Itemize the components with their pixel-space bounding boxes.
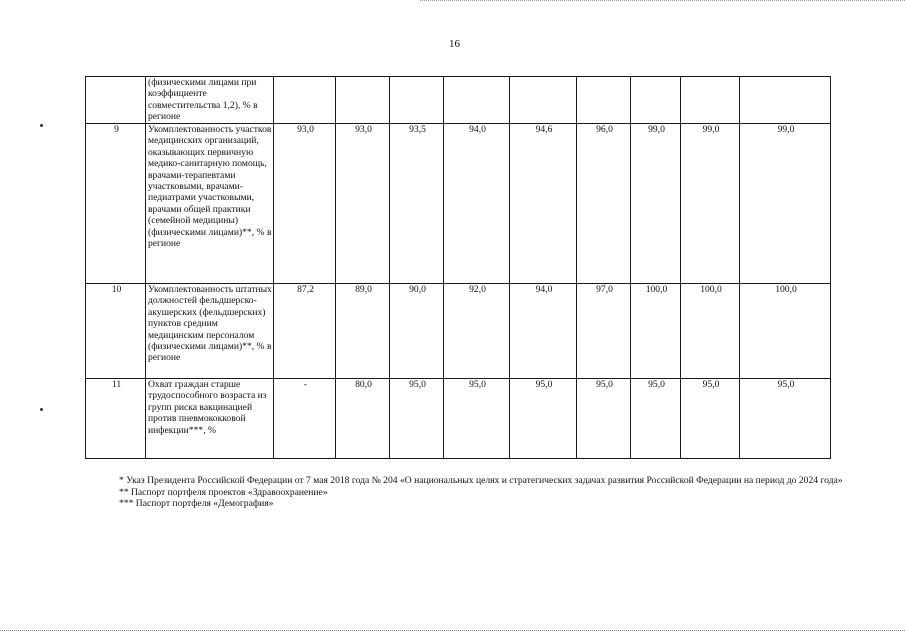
value-cell: 97,0 [577, 284, 631, 379]
value-cell [740, 77, 831, 124]
value-cell: 100,0 [740, 284, 831, 379]
value-cell: 95,0 [390, 379, 444, 459]
value-cell [444, 77, 510, 124]
value-cell: 87,2 [274, 284, 336, 379]
value-cell: 93,5 [390, 124, 444, 284]
value-cell: 94,0 [510, 284, 577, 379]
indicator-name: (физическими лицами при коэффициенте совместительства 1,2), % в регионе [146, 77, 274, 124]
value-cell: 99,0 [631, 124, 681, 284]
indicators-table [85, 76, 831, 459]
scan-edge-top [420, 0, 905, 1]
value-cell: 95,0 [681, 379, 740, 459]
value-cell: 94,6 [510, 124, 577, 284]
row-number: 10 [86, 284, 146, 379]
margin-mark [40, 124, 43, 127]
value-cell: 96,0 [577, 124, 631, 284]
value-cell [336, 77, 390, 124]
value-cell: 95,0 [631, 379, 681, 459]
value-cell: 95,0 [577, 379, 631, 459]
value-cell: 95,0 [740, 379, 831, 459]
row-number: 11 [86, 379, 146, 459]
value-cell: 89,0 [336, 284, 390, 379]
indicator-name: Укомплектованность участков медицинских организаций, оказывающих первичную медико-санитарную помощь, врачами-терапевтами участковыми, врачами-педиатрами участковыми, врачами общей практики (семейной медицины) (физическими лицами)**, % в регионе [146, 124, 274, 284]
value-cell: 100,0 [681, 284, 740, 379]
value-cell [390, 77, 444, 124]
value-cell: 100,0 [631, 284, 681, 379]
margin-mark [40, 408, 43, 411]
value-cell: 90,0 [390, 284, 444, 379]
value-cell: 92,0 [444, 284, 510, 379]
row-number [86, 77, 146, 124]
value-cell: 94,0 [444, 124, 510, 284]
row-number: 9 [86, 124, 146, 284]
table-row [86, 124, 831, 284]
value-cell: 93,0 [336, 124, 390, 284]
value-cell [510, 77, 577, 124]
value-cell: 95,0 [510, 379, 577, 459]
value-cell: 80,0 [336, 379, 390, 459]
value-cell [577, 77, 631, 124]
value-cell: 99,0 [740, 124, 831, 284]
value-cell: 93,0 [274, 124, 336, 284]
footnote-healthcare: ** Паспорт портфеля проектов «Здравоохранение» [119, 486, 328, 498]
footnotes [86, 475, 846, 510]
value-cell: 99,0 [681, 124, 740, 284]
value-cell: 95,0 [444, 379, 510, 459]
table-row [86, 379, 831, 459]
value-cell [631, 77, 681, 124]
value-cell [681, 77, 740, 124]
page-number: 16 [449, 38, 460, 50]
scan-edge-bottom [0, 630, 905, 631]
indicator-name: Охват граждан старше трудоспособного возраста из групп риска вакцинацией против пневмококковой инфекции***, % [146, 379, 274, 459]
footnote-decree: * Указ Президента Российской Федерации от 7 мая 2018 года № 204 «О национальных целях и стратегических задачах развития Российской Федерации на период до 2024 года» [119, 475, 843, 486]
value-cell [274, 77, 336, 124]
indicator-name: Укомплектованность штатных должностей фельдшерско-акушерских (фельдшерских) пунктов средним медицинским персоналом (физическими лицами)**, % в регионе [146, 284, 274, 379]
footnote-demography: *** Паспорт портфеля «Демография» [119, 498, 274, 510]
table-row [86, 77, 831, 124]
value-cell: - [274, 379, 336, 459]
table-row [86, 284, 831, 379]
